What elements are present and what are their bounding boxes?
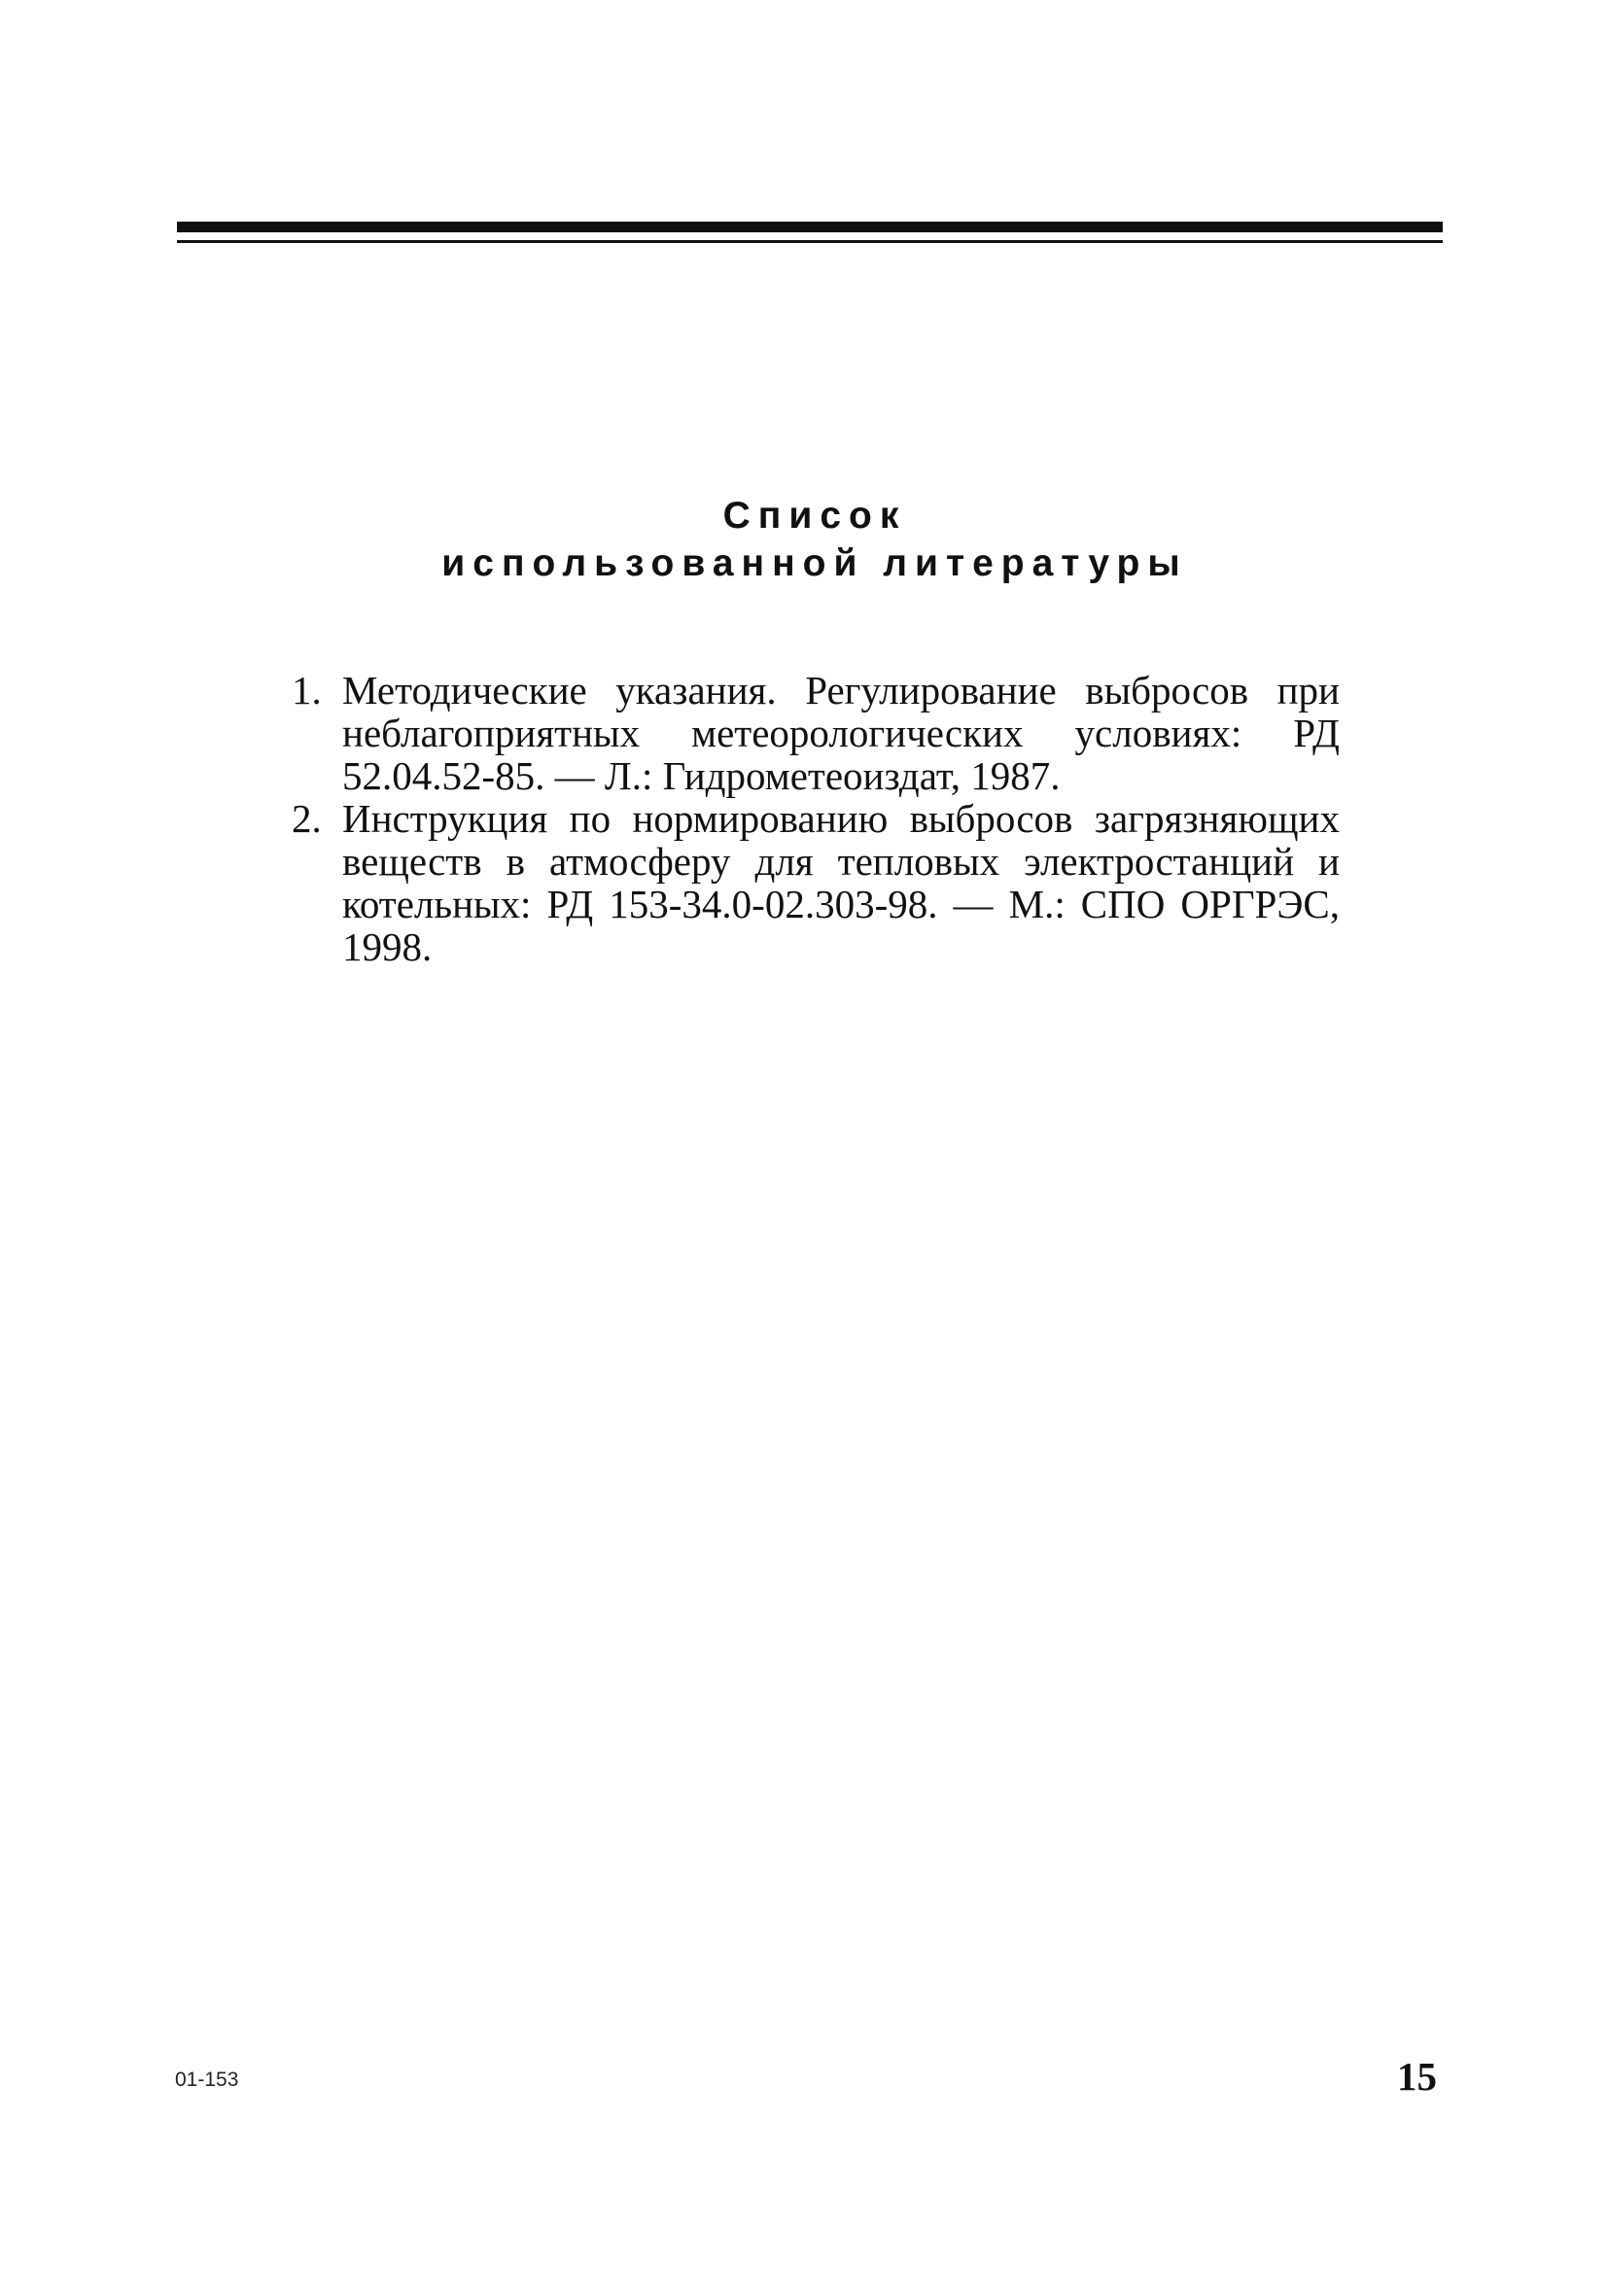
section-title-line-1: Список bbox=[722, 495, 907, 537]
reference-text: Методические указания. Регулирование выбросов при неблагоприятных метеорологических условиях: РД 52.04.52-85. — Л.: Гидрометеоиздат, 1987. bbox=[342, 668, 1340, 798]
header-rule-thin bbox=[177, 240, 1443, 243]
reference-item bbox=[292, 797, 1340, 968]
reference-item bbox=[292, 669, 1340, 797]
footer-document-code: 01-153 bbox=[175, 2069, 239, 2091]
header-rule-thick bbox=[177, 222, 1443, 232]
reference-text: Инструкция по нормированию выбросов загрязняющих веществ в атмосферу для тепловых электростанций и котельных: РД 153-34.0-02.303-98. — М.: СПО ОРГРЭС, 1998. bbox=[342, 796, 1340, 969]
page-number: 15 bbox=[1397, 2054, 1437, 2099]
reference-number: 1. bbox=[292, 668, 322, 713]
section-title-line-2: использованной литературы bbox=[441, 542, 1188, 584]
reference-number: 2. bbox=[292, 796, 322, 841]
reference-list bbox=[292, 669, 1340, 968]
